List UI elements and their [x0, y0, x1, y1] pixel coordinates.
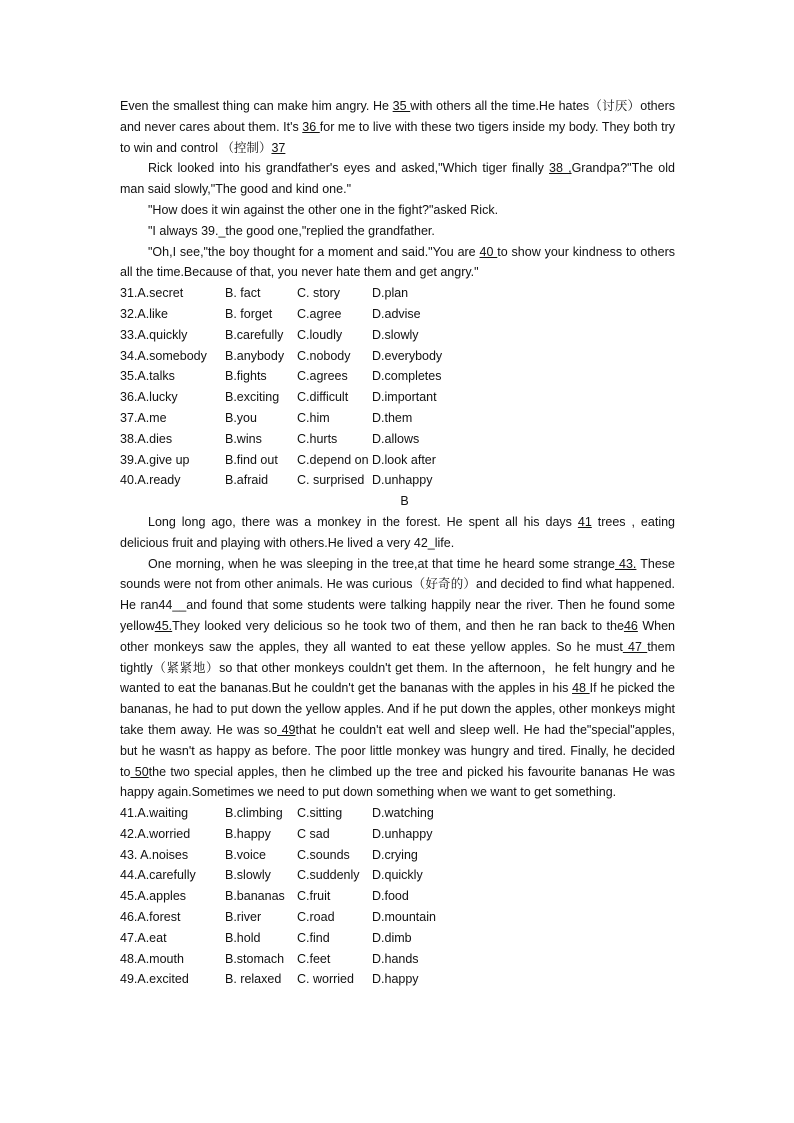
- option-b: B. forget: [225, 306, 273, 321]
- options-list-b: [120, 803, 675, 990]
- text-segment: One morning, when he was sleeping in the tree,at that time he heard some strange: [148, 556, 615, 571]
- options-list-a: [120, 283, 675, 491]
- option-c: C sad: [297, 826, 330, 841]
- text-segment: for me to live with these two tigers inside my body. They both try to win and control （控制）: [120, 119, 675, 155]
- text-segment: that he couldn't eat well and sleep well. He had the"special"apples, but he wasn't as happy as before. The poor little monkey was hungry and tired. Finally, he decided to: [120, 722, 675, 779]
- option-b: B.wins: [225, 431, 262, 446]
- option-c: C.nobody: [297, 348, 351, 363]
- option-d: D.hands: [372, 951, 419, 966]
- passage-a-paragraph-2: [120, 158, 675, 200]
- option-a: 34.A.somebody: [120, 348, 207, 363]
- option-c: C.agrees: [297, 369, 348, 384]
- option-c: C.find: [297, 930, 330, 945]
- option-row-47: [120, 928, 675, 949]
- option-c: C. story: [297, 286, 341, 301]
- blank-36: 36: [302, 119, 320, 134]
- option-row-36: [120, 387, 675, 408]
- option-c: C.sounds: [297, 847, 350, 862]
- option-c: C.feet: [297, 951, 331, 966]
- option-d: D.crying: [372, 847, 418, 862]
- option-b: B.find out: [225, 452, 278, 467]
- option-b: B.happy: [225, 826, 271, 841]
- option-d: D.happy: [372, 972, 419, 987]
- option-d: D.allows: [372, 431, 420, 446]
- option-c: C.agree: [297, 306, 342, 321]
- option-b: B.stomach: [225, 951, 285, 966]
- passage-a-paragraph-5: [120, 242, 675, 284]
- passage-a-paragraph-4: "I always 39._the good one,"replied the grandfather.: [148, 223, 435, 238]
- option-c: C.depend on: [297, 452, 369, 467]
- option-a: 36.A.lucky: [120, 390, 178, 405]
- option-row-37: [120, 408, 675, 429]
- option-b: B.voice: [225, 847, 266, 862]
- passage-b-paragraph-2: [120, 554, 675, 804]
- blank-48: 48: [572, 681, 590, 696]
- option-d: D.slowly: [372, 327, 419, 342]
- option-row-31: [120, 283, 675, 304]
- option-row-34: [120, 346, 675, 367]
- option-d: D.completes: [372, 369, 442, 384]
- text-segment: with others all the time.He hates（讨厌）others and never cares about them. It's: [120, 99, 675, 134]
- blank-40: 40: [479, 244, 498, 259]
- option-c: C.sitting: [297, 806, 343, 821]
- option-b: B.fights: [225, 369, 267, 384]
- option-a: 48.A.mouth: [120, 951, 184, 966]
- option-a: 41.A.waiting: [120, 806, 189, 821]
- option-a: 37.A.me: [120, 410, 167, 425]
- option-b: B.slowly: [225, 868, 271, 883]
- option-row-44: [120, 865, 675, 886]
- option-row-45: [120, 886, 675, 907]
- option-a: 39.A.give up: [120, 452, 190, 467]
- option-d: D.important: [372, 390, 437, 405]
- option-a: 38.A.dies: [120, 431, 173, 446]
- text-segment: When other monkeys saw the apples, they all wanted to eat these yellow apples. So he must: [120, 618, 675, 654]
- blank-35: 35: [392, 99, 411, 113]
- option-b: B.hold: [225, 930, 261, 945]
- text-segment: Grandpa?"The old man said slowly,"The good and kind one.": [120, 161, 675, 197]
- option-a: 33.A.quickly: [120, 327, 188, 342]
- option-c: C.hurts: [297, 431, 338, 446]
- option-row-38: [120, 429, 675, 450]
- option-b: B.carefully: [225, 327, 284, 342]
- option-row-32: [120, 304, 675, 325]
- option-a: 43. A.noises: [120, 847, 189, 862]
- option-d: D.mountain: [372, 910, 436, 925]
- option-b: B. fact: [225, 286, 261, 301]
- option-row-41: [120, 803, 675, 824]
- option-b: B.anybody: [225, 348, 285, 363]
- option-row-40: [120, 470, 675, 491]
- option-c: C. surprised: [297, 473, 365, 488]
- passage-a-paragraph-1: [120, 96, 675, 158]
- option-a: 47.A.eat: [120, 930, 167, 945]
- document-page: [120, 96, 675, 990]
- option-a: 35.A.talks: [120, 369, 175, 384]
- option-d: D.watching: [372, 806, 434, 821]
- option-row-46: [120, 907, 675, 928]
- blank-49: 49: [277, 722, 296, 737]
- option-a: 49.A.excited: [120, 972, 189, 987]
- option-a: 32.A.like: [120, 306, 168, 321]
- option-c: C.suddenly: [297, 868, 360, 883]
- option-d: D.quickly: [372, 868, 423, 883]
- option-row-43: [120, 845, 675, 866]
- option-d: D.plan: [372, 286, 409, 301]
- blank-46: 46: [623, 618, 638, 633]
- option-b: B.you: [225, 410, 257, 425]
- option-d: D.them: [372, 410, 413, 425]
- option-row-42: [120, 824, 675, 845]
- option-a: 44.A.carefully: [120, 868, 196, 883]
- text-segment: Long long ago, there was a monkey in the forest. He spent all his days: [148, 514, 578, 529]
- option-a: 42.A.worried: [120, 826, 191, 841]
- option-row-33: [120, 325, 675, 346]
- text-segment: to show your kindness to others all the time.Because of that, you never hate them and get angry.": [120, 244, 675, 280]
- text-segment: These sounds were not from other animals. He was curious（好奇的）and decided to find what happened. He ran44__and found that some students were talking happily near the river. Then he found some yellow: [120, 556, 675, 633]
- text-segment: "Oh,I see,"the boy thought for a moment and said."You are: [148, 244, 480, 259]
- option-b: B. relaxed: [225, 972, 282, 987]
- section-b-heading: B: [400, 494, 409, 509]
- option-b: B.bananas: [225, 889, 285, 904]
- blank-43: 43.: [614, 556, 637, 571]
- option-b: B.climbing: [225, 806, 283, 821]
- option-c: C.him: [297, 410, 330, 425]
- option-row-35: [120, 366, 675, 387]
- blank-47: 47: [622, 639, 648, 654]
- passage-b-paragraph-1: [120, 512, 675, 554]
- option-d: D.advise: [372, 306, 421, 321]
- text-segment: them tightly（紧紧地）so that other monkeys couldn't get them. In the afternoon，he felt hungry and he wanted to eat the bananas.But he couldn't get the bananas with the apples in his: [120, 639, 675, 696]
- option-a: 46.A.forest: [120, 910, 181, 925]
- option-d: D.unhappy: [372, 826, 433, 841]
- option-a: 45.A.apples: [120, 889, 187, 904]
- blank-41: 41: [577, 514, 592, 529]
- option-d: D.food: [372, 889, 409, 904]
- text-segment: If he picked the bananas, he had to put down the yellow apples. And if he put down the apples, other monkeys might take them away. He was so: [120, 681, 675, 737]
- option-row-48: [120, 949, 675, 970]
- blank-50: 50: [130, 764, 149, 779]
- option-row-49: [120, 969, 675, 990]
- text-segment: Even the smallest thing can make him angry. He: [120, 99, 393, 113]
- blank-38: 38 ,: [549, 161, 572, 176]
- option-d: D.unhappy: [372, 473, 433, 488]
- text-segment: the two special apples, then he climbed up the tree and picked his favourite bananas He was happy again.Sometimes we need to put down something when we want to get something.: [120, 764, 675, 800]
- option-d: D.everybody: [372, 348, 443, 363]
- passage-a-paragraph-3: "How does it win against the other one in the fight?"asked Rick.: [148, 202, 499, 217]
- option-c: C.road: [297, 910, 335, 925]
- option-c: C.loudly: [297, 327, 343, 342]
- option-d: D.look after: [372, 452, 436, 467]
- text-segment: trees , eating delicious fruit and playing with others.He lived a very 42_life.: [120, 514, 675, 550]
- option-c: C. worried: [297, 972, 354, 987]
- blank-37: 37: [271, 140, 286, 155]
- option-a: 31.A.secret: [120, 286, 184, 301]
- text-segment: Rick looked into his grandfather's eyes and asked,"Which tiger finally: [148, 161, 550, 176]
- option-b: B.exciting: [225, 390, 280, 405]
- option-c: C.fruit: [297, 889, 331, 904]
- option-b: B.river: [225, 910, 262, 925]
- option-c: C.difficult: [297, 390, 349, 405]
- blank-45: 45.: [154, 618, 173, 633]
- option-b: B.afraid: [225, 473, 269, 488]
- option-d: D.dimb: [372, 930, 412, 945]
- option-a: 40.A.ready: [120, 473, 181, 488]
- text-segment: They looked very delicious so he took two of them, and then he ran back to the: [172, 618, 624, 633]
- option-row-39: [120, 450, 675, 471]
